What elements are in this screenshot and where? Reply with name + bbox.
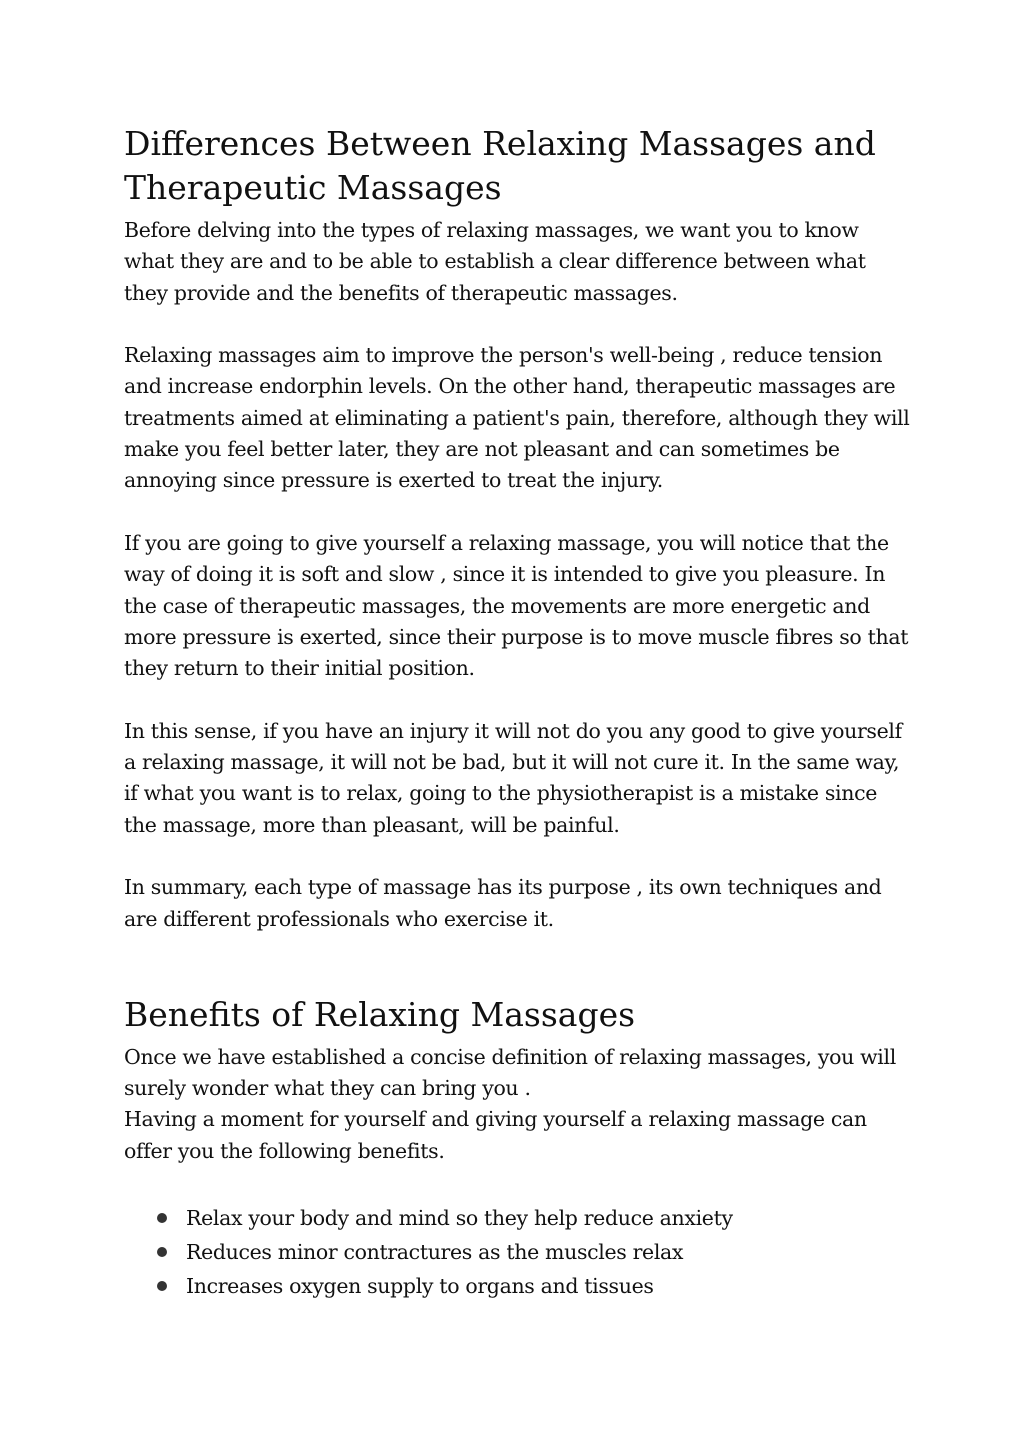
paragraph: Once we have established a concise definition of relaxing massages, you will surely wonder what they can bring you . xyxy=(124,1044,896,1101)
document-page xyxy=(124,122,914,1303)
list-item xyxy=(124,1235,914,1269)
paragraph: In summary, each type of massage has its purpose , its own techniques and are different professionals who exercise it. xyxy=(124,875,882,931)
paragraph: In this sense, if you have an injury it will not do you any good to give yourself a relaxing massage, it will not be bad, but it will not cure it. In the same way, if what you want is to relax, going to the physiotherapist is a mistake since the massage, more than pleasant, will be painful. xyxy=(124,718,902,837)
list-item-text: Relax your body and mind so they help reduce anxiety xyxy=(186,1206,733,1231)
bullet-icon xyxy=(157,1247,167,1257)
paragraph: Before delving into the types of relaxing massages, we want you to know what they are and to be able to establish a clear difference between what they provide and the benefits of therapeutic massages. xyxy=(124,218,866,305)
list-item-text: Increases oxygen supply to organs and tissues xyxy=(186,1274,654,1299)
section-heading-differences: Differences Between Relaxing Massages and Therapeutic Massages xyxy=(124,124,876,207)
bullet-icon xyxy=(157,1213,167,1223)
paragraph: Relaxing massages aim to improve the person's well-being , reduce tension and increase endorphin levels. On the other hand, therapeutic massages are treatments aimed at eliminating a patient's pain, therefore, although they will make you feel better later, they are not pleasant and can sometimes be annoying since pressure is exerted to treat the injury. xyxy=(124,343,910,493)
bullet-icon xyxy=(157,1281,167,1291)
paragraph: Having a moment for yourself and giving yourself a relaxing massage can offer you the following benefits. xyxy=(124,1107,867,1163)
list-item-text: Reduces minor contractures as the muscles relax xyxy=(186,1240,684,1265)
section-heading-benefits: Benefits of Relaxing Massages xyxy=(124,994,636,1034)
benefits-list xyxy=(124,1201,914,1303)
list-item xyxy=(124,1201,914,1235)
paragraph: If you are going to give yourself a relaxing massage, you will notice that the way of doing it is soft and slow , since it is intended to give you pleasure. In the case of therapeutic massages, the movements are more energetic and more pressure is exerted, since their purpose is to move muscle fibres so that they return to their initial position. xyxy=(124,530,909,681)
list-item xyxy=(124,1269,914,1303)
